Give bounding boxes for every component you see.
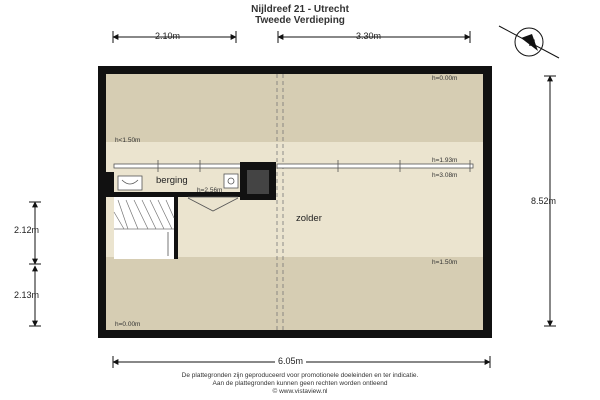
plan-floor-title: Tweede Verdieping: [255, 15, 345, 26]
height-note: h=2.56m: [197, 187, 223, 194]
dim-left-upper: 2.12m: [14, 225, 40, 235]
height-note: h<1.50m: [115, 137, 141, 144]
disclaimer-line: Aan de plattegronden kunnen geen rechten worden ontleend: [212, 380, 388, 387]
height-note: h=1.50m: [432, 259, 458, 266]
compass-icon: [499, 26, 559, 58]
room-label-zolder: zolder: [296, 213, 322, 224]
dim-bottom: 6.05m: [275, 356, 306, 366]
plan-address-title: Nijldreef 21 - Utrecht: [251, 4, 349, 15]
height-note: h=0.00m: [432, 75, 458, 82]
washbasin-icon: [118, 176, 142, 190]
dim-top-right: 3.30m: [356, 31, 382, 41]
dim-top-left: 2.10m: [155, 31, 181, 41]
compass-letter: N: [528, 38, 536, 48]
boiler-icon: [224, 174, 238, 188]
height-note: h=3.08m: [432, 172, 458, 179]
height-note: h=0.00m: [115, 321, 141, 328]
copyright-line: © www.vistaview.nl: [272, 388, 328, 395]
height-note: h=1.93m: [432, 157, 458, 164]
floor-upper-slope: [106, 74, 483, 142]
dim-right: 8.52m: [531, 196, 557, 206]
room-label-berging: berging: [156, 175, 188, 186]
dim-left-lower: 2.13m: [14, 290, 40, 300]
purlin: [114, 164, 473, 168]
floor-lower-slope: [106, 257, 483, 330]
disclaimer-line: De plattegronden zijn geproduceerd voor promotionele doeleinden en ter indicatie.: [181, 372, 419, 379]
